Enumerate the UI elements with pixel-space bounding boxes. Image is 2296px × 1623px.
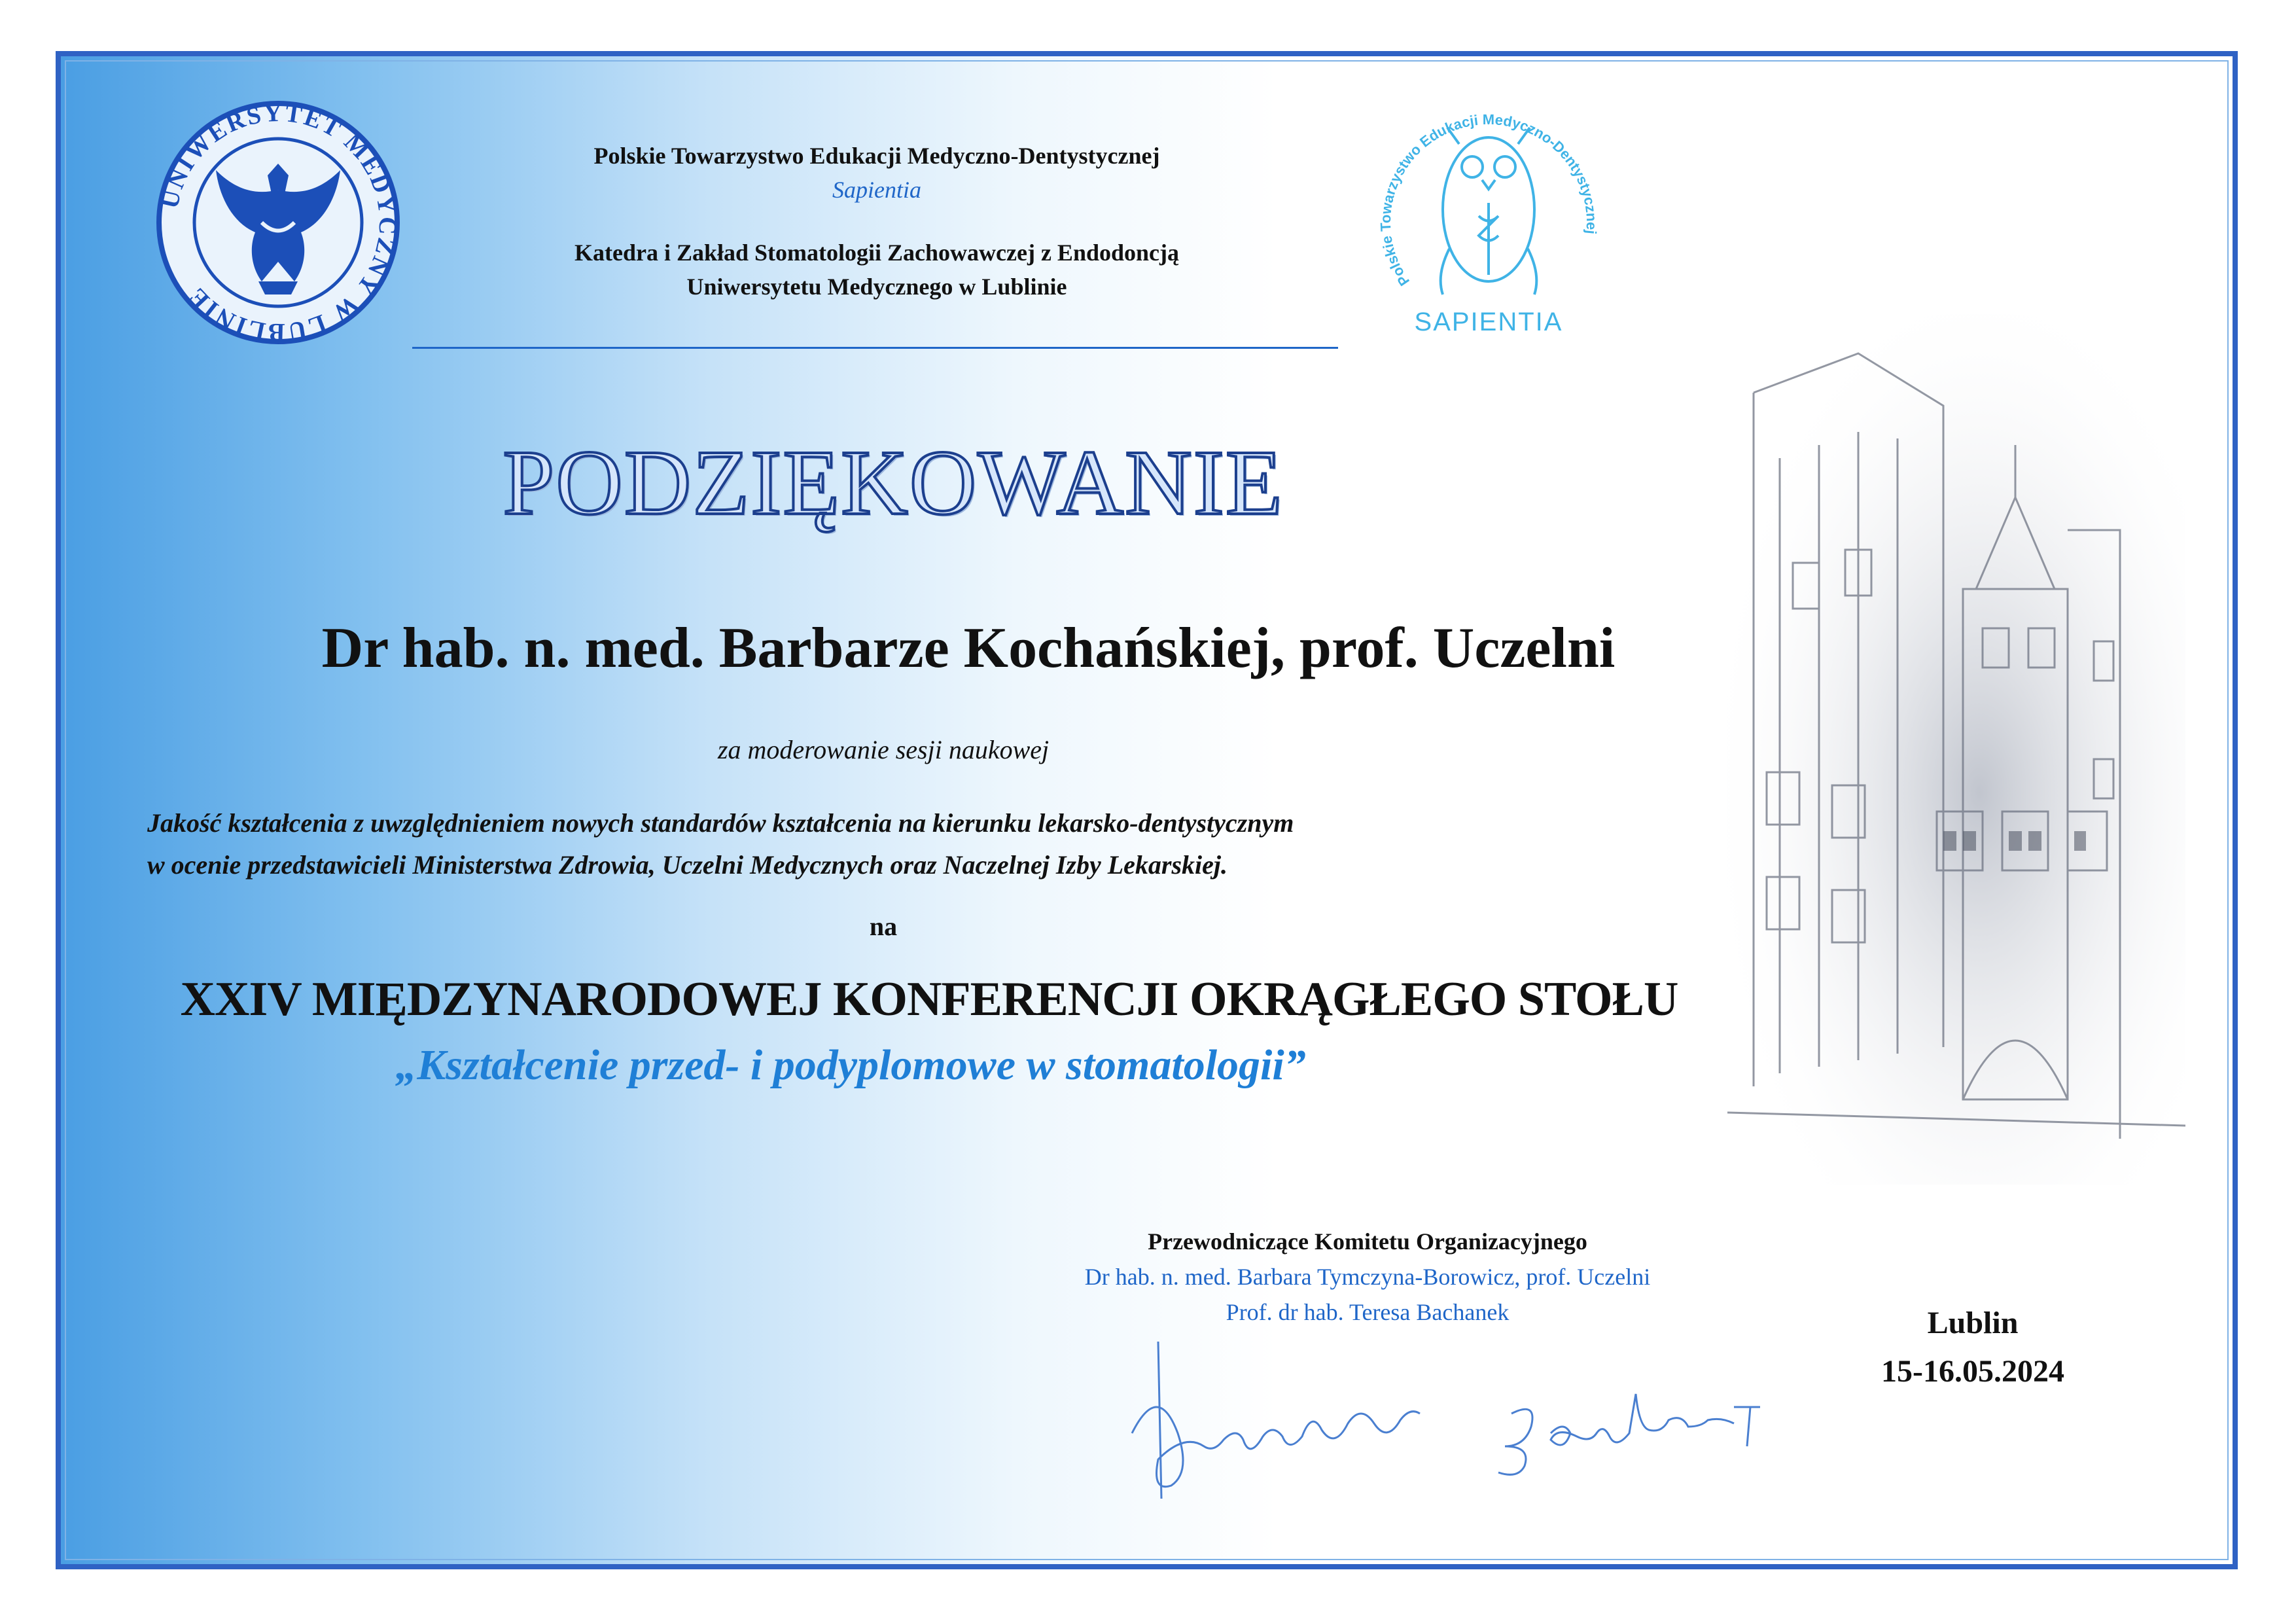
- event-date: 15-16.05.2024: [1881, 1354, 2064, 1389]
- header-block: [419, 139, 1335, 304]
- place-name: Lublin: [1927, 1306, 2019, 1340]
- conference-subtitle: „Kształcenie przed- i podyplomowe w stomatologii”: [395, 1041, 1306, 1089]
- committee-chair-1: Dr hab. n. med. Barbara Tymczyna-Borowicz, prof. Uczelni: [1084, 1264, 1651, 1290]
- session-title: [147, 802, 1783, 886]
- svg-text:Polskie Towarzystwo Edukacji M: Polskie Towarzystwo Edukacji Medyczno-Dentystycznej: [1377, 111, 1600, 289]
- university-seal-logo: [147, 92, 409, 353]
- session-title-line1: Jakość kształcenia z uwzględnieniem nowych standardów kształcenia na kierunku lekarsko-dentystycznym: [147, 808, 1294, 838]
- old-town-sketch: [1727, 314, 2185, 1185]
- department-university: Uniwersytetu Medycznego w Lublinie: [686, 274, 1067, 300]
- committee-label: Przewodniczące Komitetu Organizacyjnego: [1148, 1228, 1587, 1255]
- svg-text:UNIWERSYTET MEDYCZNY W LUBLINI: UNIWERSYTET MEDYCZNY W LUBLINIE: [156, 99, 402, 346]
- signature-1: [1132, 1342, 1420, 1499]
- signature-2: [1498, 1394, 1760, 1474]
- conference-name: XXIV MIĘDZYNARODOWEJ KONFERENCJI OKRĄGŁEGO STOŁU: [180, 972, 1678, 1026]
- department-name: Katedra i Zakład Stomatologii Zachowawczej z Endodoncją: [574, 240, 1179, 266]
- sapientia-label: SAPIENTIA: [1414, 308, 1563, 336]
- society-name: Polskie Towarzystwo Edukacji Medyczno-Dentystycznej: [593, 143, 1160, 169]
- sapientia-logo: [1351, 79, 1626, 353]
- reason-text: za moderowanie sesji naukowej: [717, 735, 1050, 764]
- header-divider: [412, 347, 1338, 349]
- committee-chair-2: Prof. dr hab. Teresa Bachanek: [1226, 1299, 1510, 1325]
- session-title-line2: w ocenie przedstawicieli Ministerstwa Zdrowia, Uczelni Medycznych oraz Naczelnej Izby Lekarskiej.: [147, 850, 1228, 880]
- certificate-title: PODZIĘKOWANIE: [503, 431, 1284, 534]
- connector-text: na: [869, 912, 898, 941]
- place-date-block: [1826, 1299, 2120, 1396]
- signatures: [1106, 1335, 1799, 1518]
- organizing-committee: [1040, 1224, 1695, 1330]
- society-motto: Sapientia: [832, 177, 921, 203]
- recipient-name: Dr hab. n. med. Barbarze Kochańskiej, prof. Uczelni: [321, 616, 1616, 680]
